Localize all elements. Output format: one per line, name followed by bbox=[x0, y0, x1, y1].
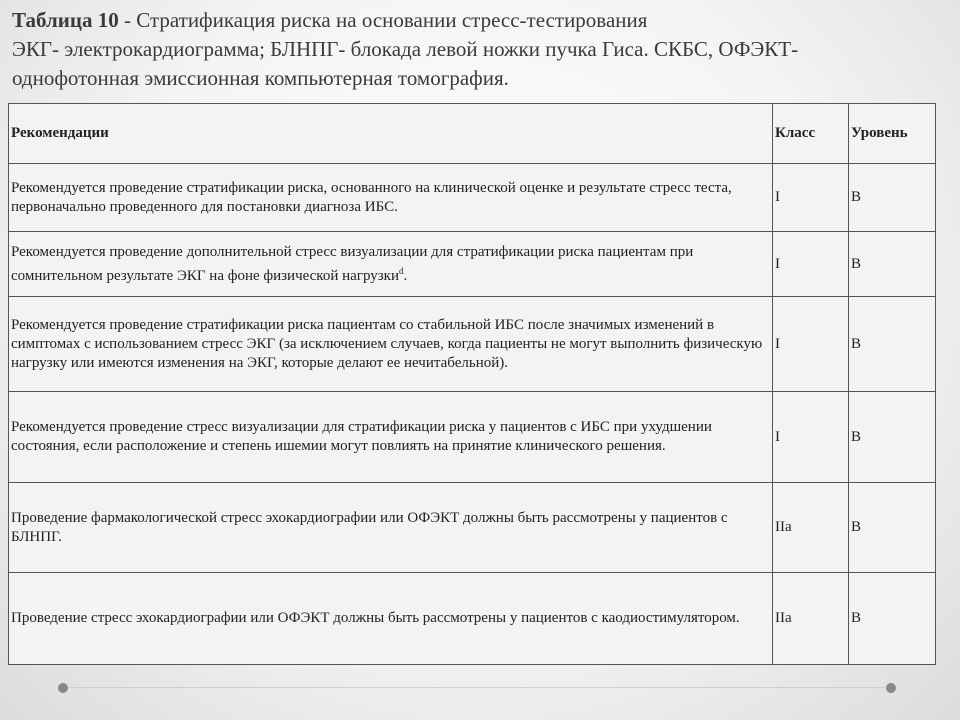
abbreviation-line-1: ЭКГ- электрокардиограмма; БЛНПГ- блокада левой ножки пучка Гиса. СКБС, ОФЭКТ- bbox=[12, 37, 799, 61]
level-cell: B bbox=[849, 483, 936, 573]
recommendation-text: Рекомендуется проведение стресс визуализации для стратификации риска у пациентов с ИБС при ухудшении состояния, если расположение и степень ишемии могут повлиять на принятие клинического решения. bbox=[9, 392, 773, 483]
table-row bbox=[9, 573, 936, 665]
recommendation-text: Проведение фармакологической стресс эхокардиографии или ОФЭКТ должны быть рассмотрены у пациентов с БЛНПГ. bbox=[9, 483, 773, 573]
level-cell: B bbox=[849, 164, 936, 232]
footer-dot-right bbox=[886, 683, 896, 693]
recommendation-text-tail: . bbox=[403, 267, 408, 284]
level-cell: B bbox=[849, 392, 936, 483]
abbreviation-line-2: однофотонная эмиссионная компьютерная томография. bbox=[12, 66, 509, 90]
recommendation-text: Рекомендуется проведение стратификации риска пациентам со стабильной ИБС после значимых изменений в симптомах с использованием стресс ЭКГ (за исключением случаев, когда пациенты не могут выполнить физическую нагрузку или имеются изменения на ЭКГ, которые делают ее нечитабельной). bbox=[9, 297, 773, 392]
class-cell: I bbox=[773, 297, 849, 392]
class-cell: I bbox=[773, 232, 849, 297]
class-cell: I bbox=[773, 164, 849, 232]
column-header-class: Класс bbox=[773, 104, 849, 164]
table-row bbox=[9, 297, 936, 392]
table-row bbox=[9, 392, 936, 483]
table-number: Таблица 10 bbox=[12, 8, 119, 32]
column-header-level: Уровень bbox=[849, 104, 936, 164]
recommendations-table bbox=[8, 103, 936, 665]
table-header-row bbox=[9, 104, 936, 164]
recommendation-text-main: Рекомендуется проведение дополнительной стресс визуализации для стратификации риска пациентам при сомнительном результате ЭКГ на фоне физической нагрузки bbox=[11, 243, 694, 284]
class-cell: IIa bbox=[773, 573, 849, 665]
table-row bbox=[9, 232, 936, 297]
level-cell: B bbox=[849, 573, 936, 665]
recommendation-text: Рекомендуется проведение стратификации риска, основанного на клинической оценке и результате стресс теста, первоначально проведенного для постановки диагноза ИБС. bbox=[9, 164, 773, 232]
column-header-recommendations: Рекомендации bbox=[9, 104, 773, 164]
level-cell: B bbox=[849, 232, 936, 297]
level-cell: B bbox=[849, 297, 936, 392]
footnote-marker: d bbox=[399, 265, 404, 276]
recommendation-text bbox=[9, 232, 773, 297]
table-title bbox=[12, 6, 948, 35]
class-cell: I bbox=[773, 392, 849, 483]
slide-header bbox=[12, 6, 948, 93]
footer-divider bbox=[68, 687, 886, 688]
footer-dot-left bbox=[58, 683, 68, 693]
table-row bbox=[9, 164, 936, 232]
class-cell: IIa bbox=[773, 483, 849, 573]
recommendation-text: Проведение стресс эхокардиографии или ОФЭКТ должны быть рассмотрены у пациентов с каодиостимулятором. bbox=[9, 573, 773, 665]
table-row bbox=[9, 483, 936, 573]
table-title-text: - Стратификация риска на основании стресс-тестирования bbox=[118, 8, 648, 32]
